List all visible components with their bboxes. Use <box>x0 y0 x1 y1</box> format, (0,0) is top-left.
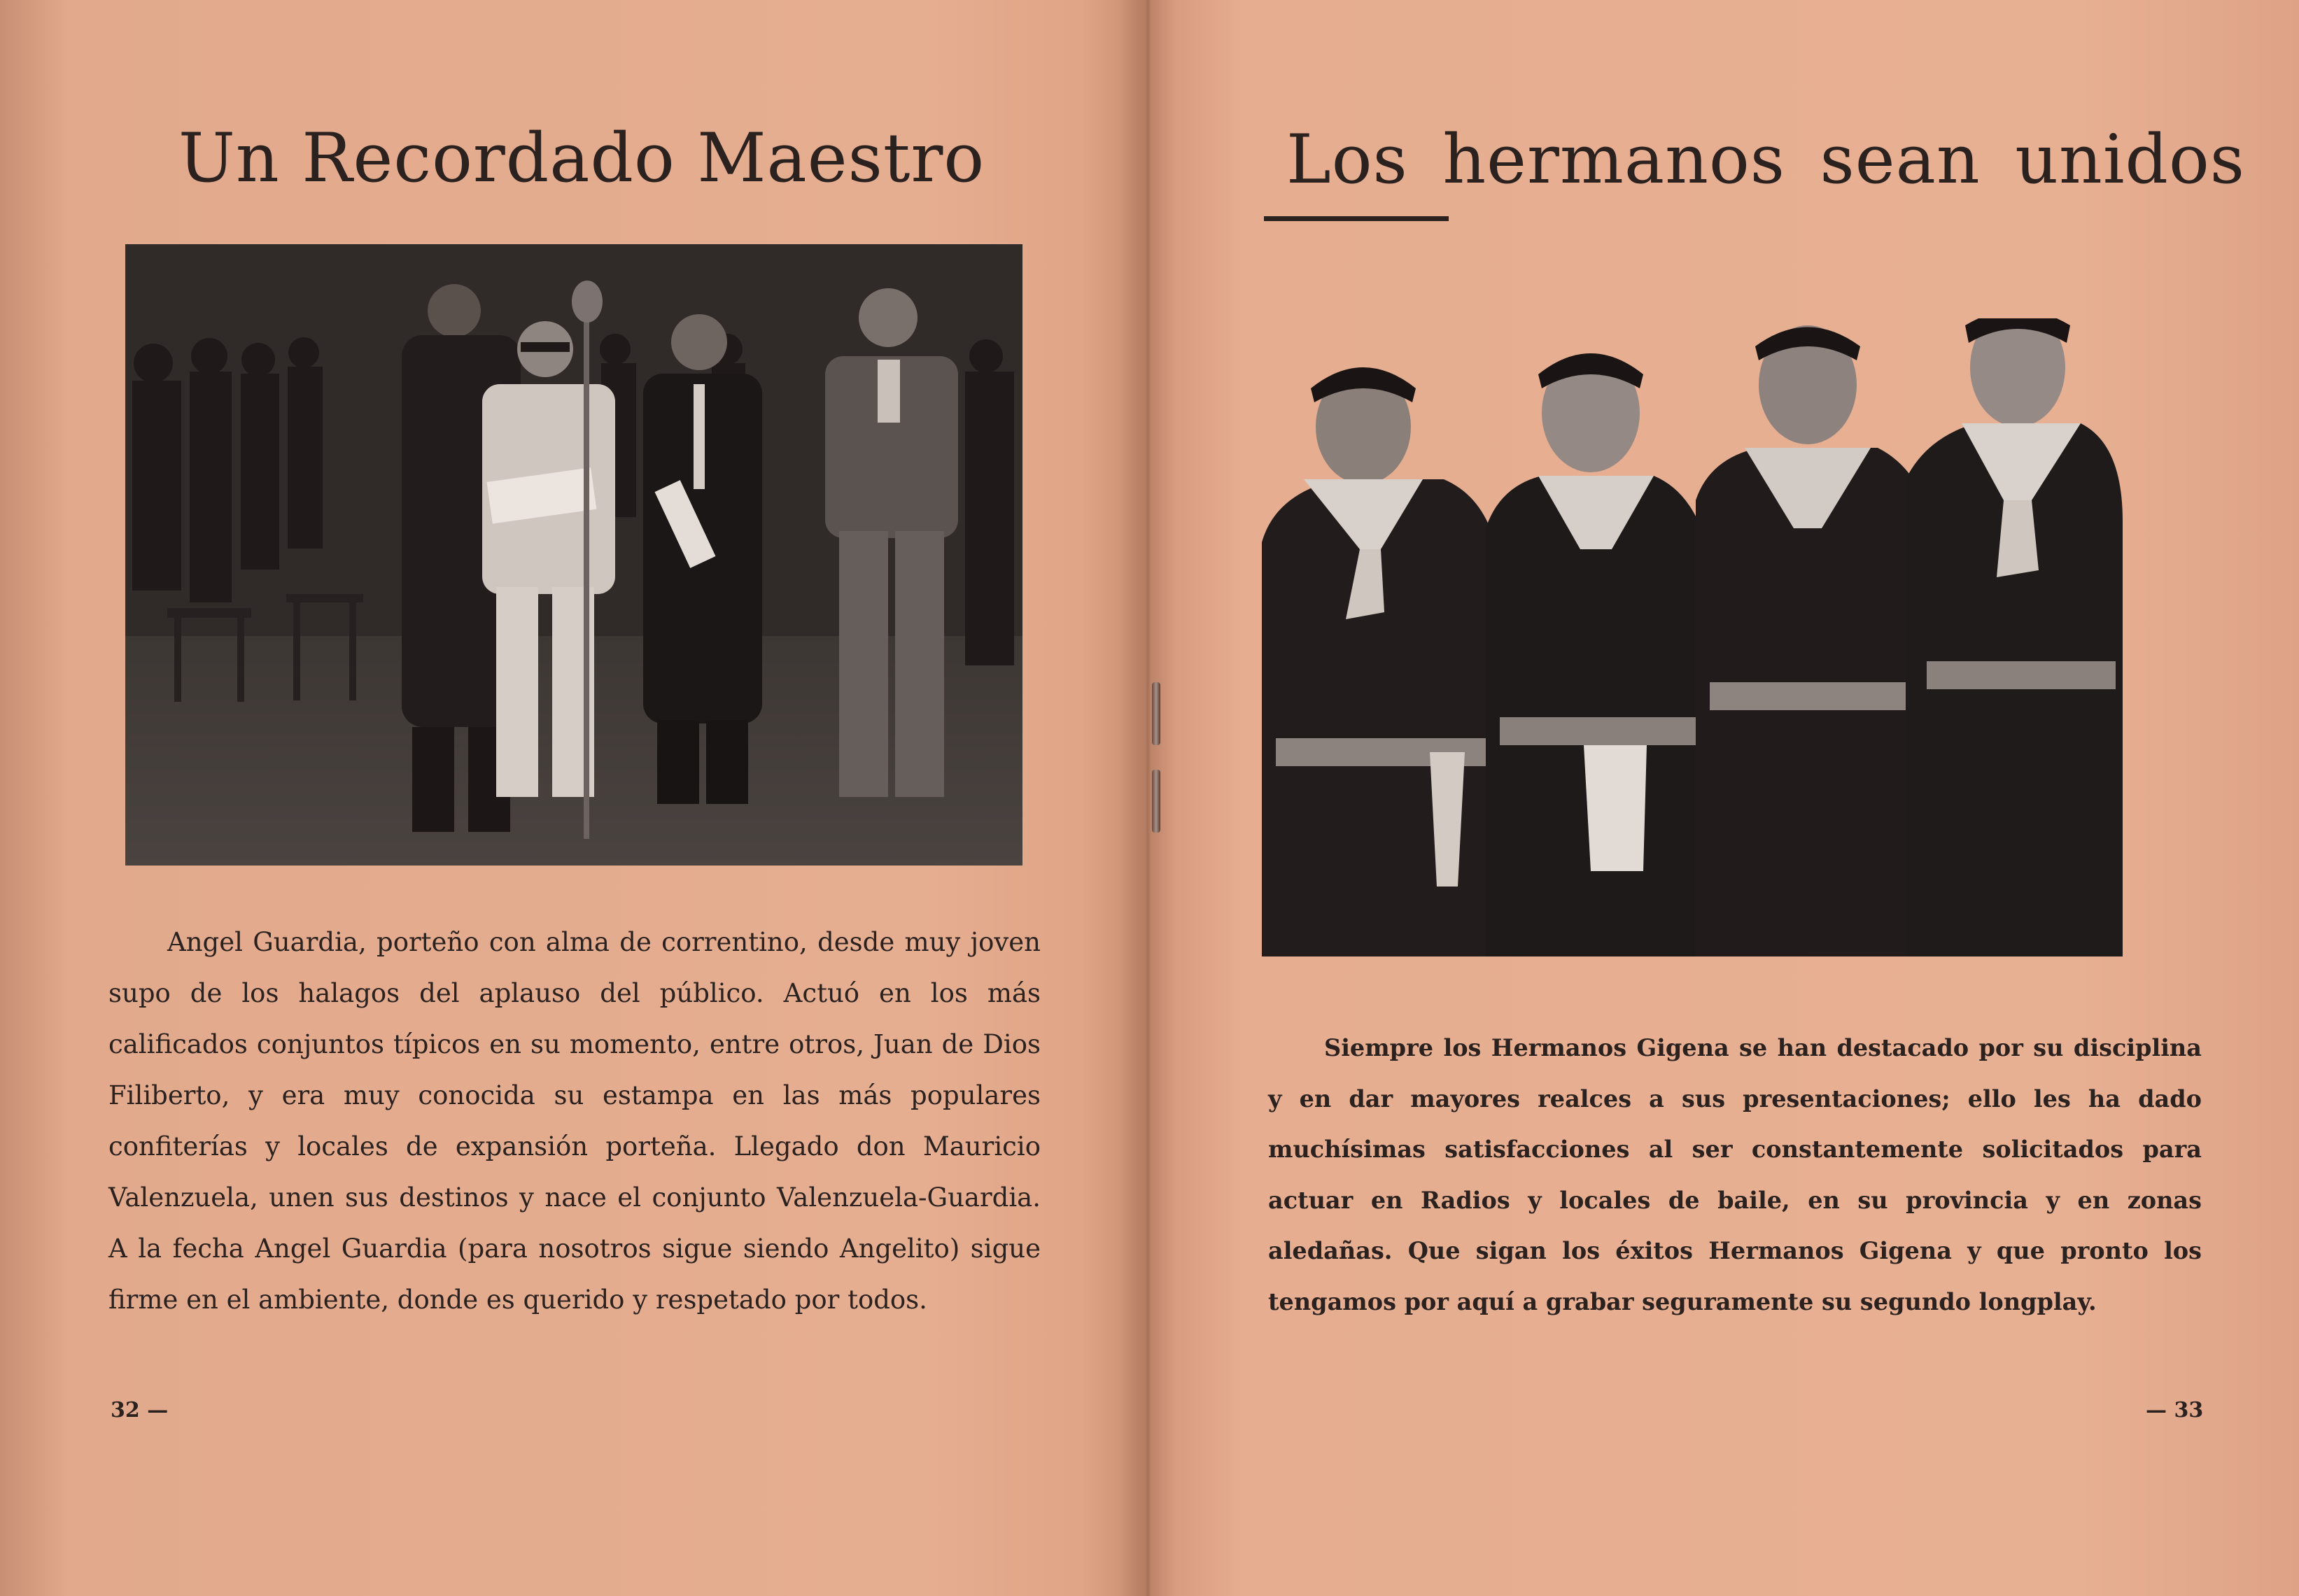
four-men-photo-illustration <box>1262 318 2123 956</box>
left-page <box>0 0 1148 1596</box>
right-page-title: Los hermanos sean unidos <box>1286 120 2246 199</box>
title-underline <box>1264 216 1449 221</box>
left-page-photo <box>125 244 1022 866</box>
left-page-number: 32 — <box>111 1398 169 1422</box>
left-page-body: Angel Guardia, porteño con alma de correntino, desde muy joven supo de los halagos del aplauso del público. Actuó en los más calificados conjuntos típicos en su momento, entre otros, Juan de Dios Filiberto, y era muy conocida su estampa en las más populares confiterías y locales de expansión porteña. Llegado don Mauricio Valenzuela, unen sus destinos y nace el conjunto Valenzuela-Guardia. A la fecha Angel Guardia (para nosotros sigue siendo Angelito) sigue firme en el ambiente, donde es querido y respetado por todos. <box>108 927 1041 1315</box>
ceremony-photo-illustration <box>125 244 1022 866</box>
right-page-photo <box>1262 318 2123 956</box>
right-page-body: Siempre los Hermanos Gigena se han destacado por su disciplina y en dar mayores realces a sus presentaciones; ello les ha dado muchísimas satisfacciones al ser constantemente solicitados para actuar en Radios y locales de baile, en su provincia y en zonas aledañas. Que sigan los éxitos Hermanos Gigena y que pronto los tengamos por aquí a grabar seguramente su segundo longplay. <box>1268 1034 2202 1315</box>
left-page-title: Un Recordado Maestro <box>178 119 985 197</box>
right-page-number: — 33 <box>2146 1398 2204 1422</box>
